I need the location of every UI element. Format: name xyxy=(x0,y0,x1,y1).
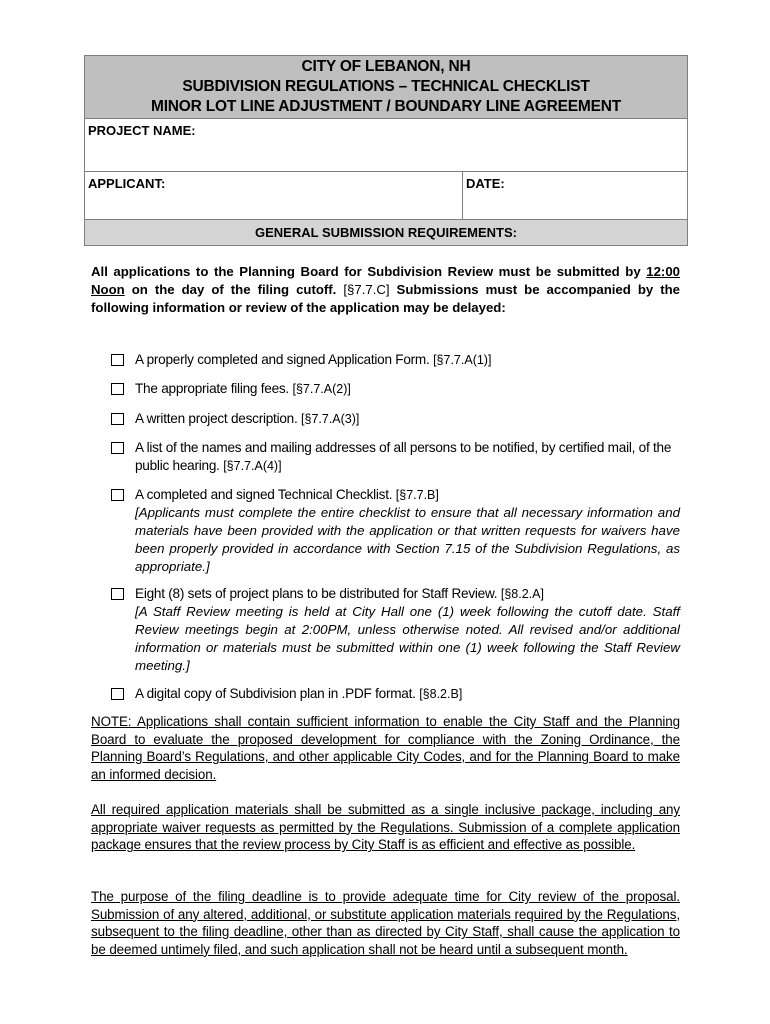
document-title xyxy=(85,56,688,119)
item-text: A list of the names and mailing addresses of all persons to be notified, by certified mail, of the public hearing. xyxy=(135,440,672,473)
date-label: DATE: xyxy=(466,176,505,191)
applicant-label: APPLICANT: xyxy=(88,176,166,191)
checklist-item xyxy=(111,585,680,675)
checkbox-plan-sets[interactable] xyxy=(111,588,124,600)
intro-text-1: All applications to the Planning Board for Subdivision Review must be submitted by xyxy=(91,264,647,279)
project-name-field[interactable] xyxy=(85,119,688,172)
item-text: The appropriate filing fees. xyxy=(135,381,293,396)
item-reference: [§7.7.A(1)] xyxy=(433,353,492,367)
checkbox-filing-fees[interactable] xyxy=(111,383,124,395)
intro-text-2: on the day of the filing cutoff. xyxy=(124,282,344,297)
project-name-label: PROJECT NAME: xyxy=(88,123,196,138)
package-paragraph: All required application materials shall be submitted as a single inclusive package, including any appropriate waiver requests as permitted by the Regulations. Submission of a complete application package ensures that the review process by City Staff is as efficient and effective as possible. xyxy=(91,802,680,853)
item-reference: [§8.2.B] xyxy=(419,687,463,701)
item-reference: [§8.2.A] xyxy=(500,587,544,601)
item-text: Eight (8) sets of project plans to be distributed for Staff Review. xyxy=(135,586,501,601)
item-note: [A Staff Review meeting is held at City Hall one (1) week following the cutoff date. Staff Review meetings begin at 2:00PM, unless otherwise noted. All revised and/or additional information or materials must be submitted within one (1) week following the Staff Review meeting.] xyxy=(135,604,680,673)
date-field[interactable] xyxy=(463,172,688,220)
checkbox-project-description[interactable] xyxy=(111,413,124,425)
checklist-item xyxy=(111,380,351,398)
deadline-time: 12:00 Noon xyxy=(91,264,680,297)
checkbox-digital-copy[interactable] xyxy=(111,688,124,700)
item-text: A completed and signed Technical Checklist. xyxy=(135,487,396,502)
item-note: [Applicants must complete the entire checklist to ensure that all necessary information and materials have been provided with the application or that written requests for waivers have been properly provided in accordance with Section 7.15 of the Subdivision Regulations, as appropriate.] xyxy=(135,505,680,574)
checklist-item xyxy=(111,486,680,576)
title-checklist-type: MINOR LOT LINE ADJUSTMENT / BOUNDARY LINE AGREEMENT xyxy=(150,98,622,115)
applicant-field[interactable] xyxy=(85,172,463,220)
title-regulations: SUBDIVISION REGULATIONS – TECHNICAL CHECKLIST xyxy=(182,78,590,95)
title-city: CITY OF LEBANON, NH xyxy=(301,58,471,75)
checkbox-application-form[interactable] xyxy=(111,354,124,366)
header-table xyxy=(84,55,688,246)
checkbox-technical-checklist[interactable] xyxy=(111,489,124,501)
item-reference: [§7.7.B] xyxy=(395,488,439,502)
item-reference: [§7.7.A(4)] xyxy=(223,459,282,473)
item-text: A written project description. xyxy=(135,411,302,426)
intro-paragraph xyxy=(91,263,680,317)
checklist-item xyxy=(111,439,680,475)
note-paragraph: NOTE: Applications shall contain sufficient information to enable the City Staff and the Planning Board to evaluate the proposed development for compliance with the Zoning Ordinance, the Planning Board’s Regulations, and other applicable City Codes, and for the Planning Board to make an informed decision. xyxy=(91,714,680,782)
checklist-item xyxy=(111,685,462,703)
intro-reference: [§7.7.C] xyxy=(343,282,390,297)
checklist-item xyxy=(111,410,359,428)
item-text: A properly completed and signed Application Form. xyxy=(135,352,434,367)
deadline-paragraph: The purpose of the filing deadline is to provide adequate time for City review of the proposal. Submission of any altered, additional, or substitute application materials required by the Regulations, subsequent to the filing deadline, other than as directed by City Staff, shall cause the application to be deemed untimely filed, and such application shall not be heard until a subsequent month. xyxy=(91,889,680,957)
item-reference: [§7.7.A(3)] xyxy=(301,412,360,426)
section-heading: GENERAL SUBMISSION REQUIREMENTS: xyxy=(85,220,688,246)
item-reference: [§7.7.A(2)] xyxy=(292,382,351,396)
intro-text-3: Submissions must be accompanied by the following information or review of the application may be delayed: xyxy=(91,282,680,315)
item-text: A digital copy of Subdivision plan in .PDF format. xyxy=(135,686,420,701)
checkbox-abutters-list[interactable] xyxy=(111,442,124,454)
checklist-item xyxy=(111,351,491,369)
